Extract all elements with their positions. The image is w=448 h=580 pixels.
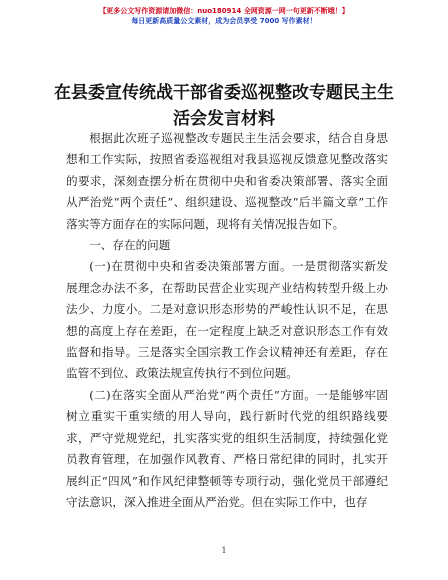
body-paragraph: (一)在贯彻中央和省委决策部署方面。一是贯彻落实新发展理念办法不多，在帮助民营企业实现产业结构转型升级上办法少、力度小。二是对意识形态形势的严峻性认识不足，在思想的高度上存在差距，在一定程度上缺乏对意识形态工作有效监督和指导。三是落实全国宗教工作会议精神还有差距，存在监管不到位、政策法规宣传执行不到位问题。 [66, 259, 388, 381]
banner-subtitle-text: 每日更新高质量公文素材，成为会员享受 7000 写作素材！ [131, 17, 317, 25]
document-body [66, 128, 388, 513]
body-paragraph: (二)在落实全面从严治党“两个责任”方面。一是能够牢固树立重实干重实绩的用人导向，践行新时代党的组织路线要求，严守党规党纪，扎实落实党的组织生活制度，持续强化党员教育管理，在加强作风教育、严格日常纪律的同时，扎实开展纠正“四风”和作风纪律整顿等专项行动，强化党员干部遵纪守法意识，深入推进全面从严治党。但在实际工作中，也存 [66, 387, 388, 509]
page-number: 1 [221, 546, 227, 555]
intro-paragraph: 根据此次班子巡视整改专题民主生活会要求，结合自身思想和工作实际，按照省委巡视组对我县巡视反馈意见整改落实的要求，深刻查摆分析在贯彻中央和省委决策部署、落实全面从严治党“两个责任”、组织建设、巡视整改“后半篇文章”工作落实等方面存在的实际问题，现将有关情况报告如下。 [66, 131, 388, 231]
title-line-2: 活会发言材料 [173, 109, 275, 129]
section-heading: 一、存在的问题 [89, 238, 171, 253]
document-title [40, 80, 408, 132]
banner-promo-text: 【更多公文写作资源请加微信：nuo180914 全网资源一网一句更新不断哦！】 [99, 7, 349, 15]
title-line-1: 在县委宣传统战干部省委巡视整改专题民主生 [54, 83, 394, 103]
header-banner [0, 6, 448, 26]
